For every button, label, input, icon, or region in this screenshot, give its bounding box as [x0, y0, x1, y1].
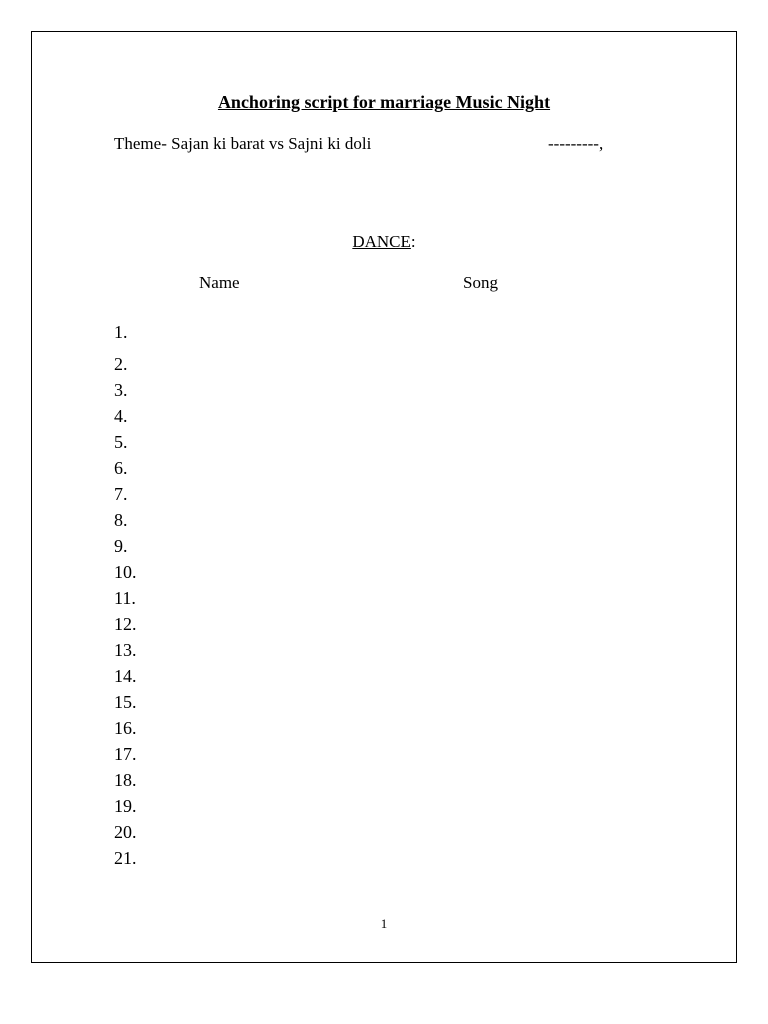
list-item: 20. — [114, 822, 137, 842]
theme-blank: ---------, — [548, 134, 604, 153]
list-item: 11. — [114, 588, 136, 608]
list-item: 8. — [114, 510, 128, 530]
list-item: 1. — [114, 322, 128, 342]
list-item: 18. — [114, 770, 137, 790]
list-item: 3. — [114, 380, 128, 400]
column-header-name: Name — [199, 273, 240, 292]
list-item: 17. — [114, 744, 137, 764]
theme-line: Theme- Sajan ki barat vs Sajni ki doli — [114, 134, 372, 153]
list-item: 13. — [114, 640, 137, 660]
list-item: 9. — [114, 536, 128, 556]
list-item: 21. — [114, 848, 137, 868]
list-item: 12. — [114, 614, 137, 634]
section-heading-colon: : — [410, 232, 416, 251]
section-heading — [32, 232, 736, 252]
list-item: 19. — [114, 796, 137, 816]
column-header-song: Song — [463, 273, 498, 292]
section-heading-text: DANCE — [352, 232, 411, 251]
list-item: 10. — [114, 562, 137, 582]
list-item: 14. — [114, 666, 137, 686]
list-item: 16. — [114, 718, 137, 738]
list-item: 6. — [114, 458, 128, 478]
list-item: 5. — [114, 432, 128, 452]
list-item: 2. — [114, 354, 128, 374]
list-item: 15. — [114, 692, 137, 712]
list-item: 7. — [114, 484, 128, 504]
document-title: Anchoring script for marriage Music Night — [217, 92, 551, 112]
document-page — [31, 31, 737, 963]
page-number: 1 — [380, 916, 388, 931]
list-item: 4. — [114, 406, 128, 426]
